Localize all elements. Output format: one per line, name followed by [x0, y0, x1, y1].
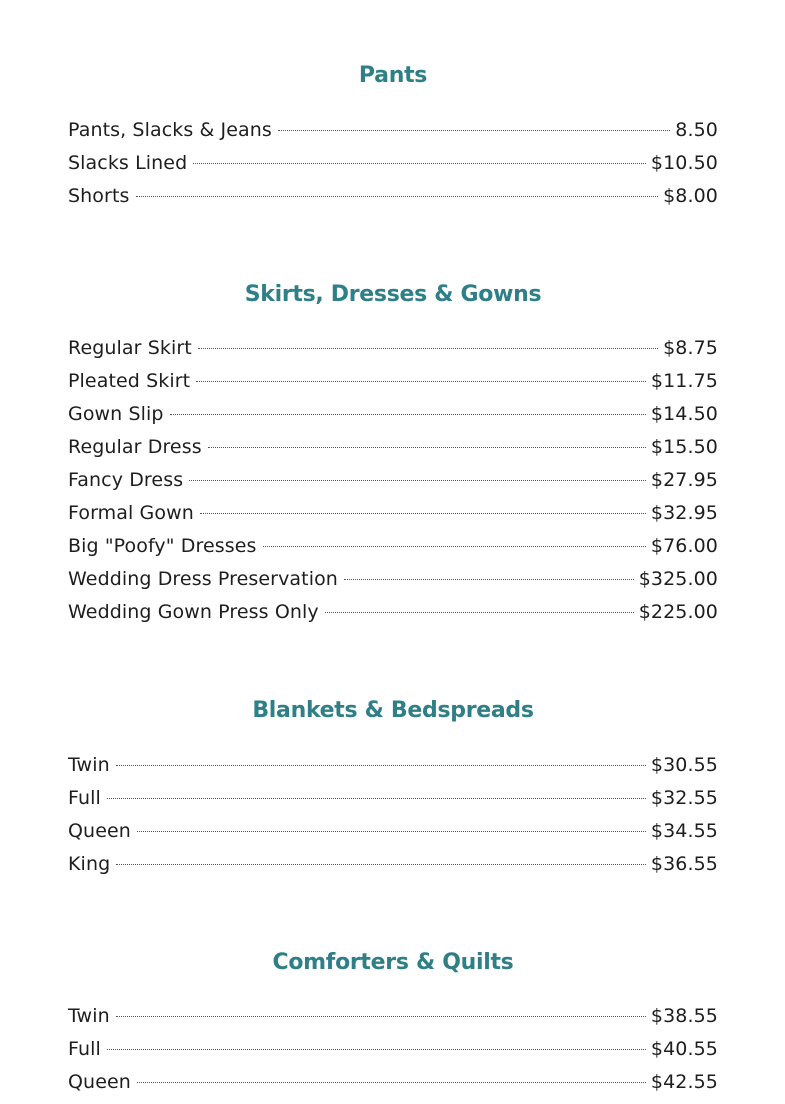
item-name: Slacks Lined	[68, 152, 188, 174]
dot-leader	[208, 447, 646, 448]
dot-leader	[263, 546, 646, 547]
list-item	[68, 1000, 718, 1033]
item-price: $225.00	[638, 601, 718, 623]
item-price: $32.95	[650, 502, 718, 524]
item-name: Fancy Dress	[68, 469, 184, 491]
item-price: $27.95	[650, 469, 718, 491]
dot-leader	[278, 130, 670, 131]
dot-leader	[137, 1082, 646, 1083]
item-name: Pants, Slacks & Jeans	[68, 119, 272, 141]
item-price: $36.55	[650, 853, 718, 875]
item-price: 8.50	[675, 119, 718, 141]
dot-leader	[116, 765, 646, 766]
list-item	[68, 180, 718, 213]
item-name: Queen	[68, 1071, 131, 1093]
section-title: Pants	[358, 63, 428, 88]
item-name: Full	[68, 1038, 101, 1060]
item-price: $10.50	[650, 152, 718, 174]
item-name: Full	[68, 787, 101, 809]
item-name: Formal Gown	[68, 502, 194, 524]
price-list	[68, 114, 718, 213]
item-name: Twin	[68, 1005, 110, 1027]
list-item	[68, 1066, 718, 1099]
item-price: $42.55	[650, 1071, 718, 1093]
list-item	[68, 332, 718, 365]
item-price: $11.75	[650, 370, 718, 392]
price-list	[68, 1000, 718, 1099]
dot-leader	[325, 612, 634, 613]
list-item	[68, 497, 718, 530]
dot-leader	[116, 864, 646, 865]
item-name: Pleated Skirt	[68, 370, 191, 392]
item-price: $30.55	[650, 754, 718, 776]
dot-leader	[136, 196, 659, 197]
list-item	[68, 848, 718, 881]
list-item	[68, 114, 718, 147]
list-item	[68, 431, 718, 464]
list-item	[68, 782, 718, 815]
section-title: Comforters & Quilts	[272, 950, 514, 975]
item-price: $76.00	[650, 535, 718, 557]
section-title: Skirts, Dresses & Gowns	[244, 282, 542, 307]
list-item	[68, 365, 718, 398]
dot-leader	[344, 579, 634, 580]
item-price: $34.55	[650, 820, 718, 842]
dot-leader	[116, 1016, 646, 1017]
item-name: King	[68, 853, 111, 875]
item-name: Shorts	[68, 185, 130, 207]
section-title: Blankets & Bedspreads	[252, 698, 534, 723]
list-item	[68, 1033, 718, 1066]
dot-leader	[189, 480, 646, 481]
item-price: $38.55	[650, 1005, 718, 1027]
list-item	[68, 749, 718, 782]
item-name: Queen	[68, 820, 131, 842]
item-name: Regular Dress	[68, 436, 202, 458]
list-item	[68, 563, 718, 596]
dot-leader	[107, 1049, 646, 1050]
item-price: $14.50	[650, 403, 718, 425]
item-price: $40.55	[650, 1038, 718, 1060]
item-price: $325.00	[638, 568, 718, 590]
item-name: Twin	[68, 754, 110, 776]
price-list	[68, 332, 718, 629]
dot-leader	[170, 414, 646, 415]
item-price: $8.75	[663, 337, 718, 359]
dot-leader	[193, 163, 646, 164]
list-item	[68, 530, 718, 563]
dot-leader	[200, 513, 646, 514]
item-name: Gown Slip	[68, 403, 164, 425]
list-item	[68, 398, 718, 431]
item-name: Regular Skirt	[68, 337, 192, 359]
item-price: $8.00	[663, 185, 718, 207]
dot-leader	[107, 798, 646, 799]
list-item	[68, 815, 718, 848]
list-item	[68, 147, 718, 180]
item-price: $32.55	[650, 787, 718, 809]
dot-leader	[198, 348, 658, 349]
item-name: Wedding Dress Preservation	[68, 568, 338, 590]
dot-leader	[196, 381, 646, 382]
dot-leader	[137, 831, 646, 832]
item-name: Big "Poofy" Dresses	[68, 535, 257, 557]
list-item	[68, 464, 718, 497]
price-list	[68, 749, 718, 881]
list-item	[68, 596, 718, 629]
item-price: $15.50	[650, 436, 718, 458]
item-name: Wedding Gown Press Only	[68, 601, 319, 623]
